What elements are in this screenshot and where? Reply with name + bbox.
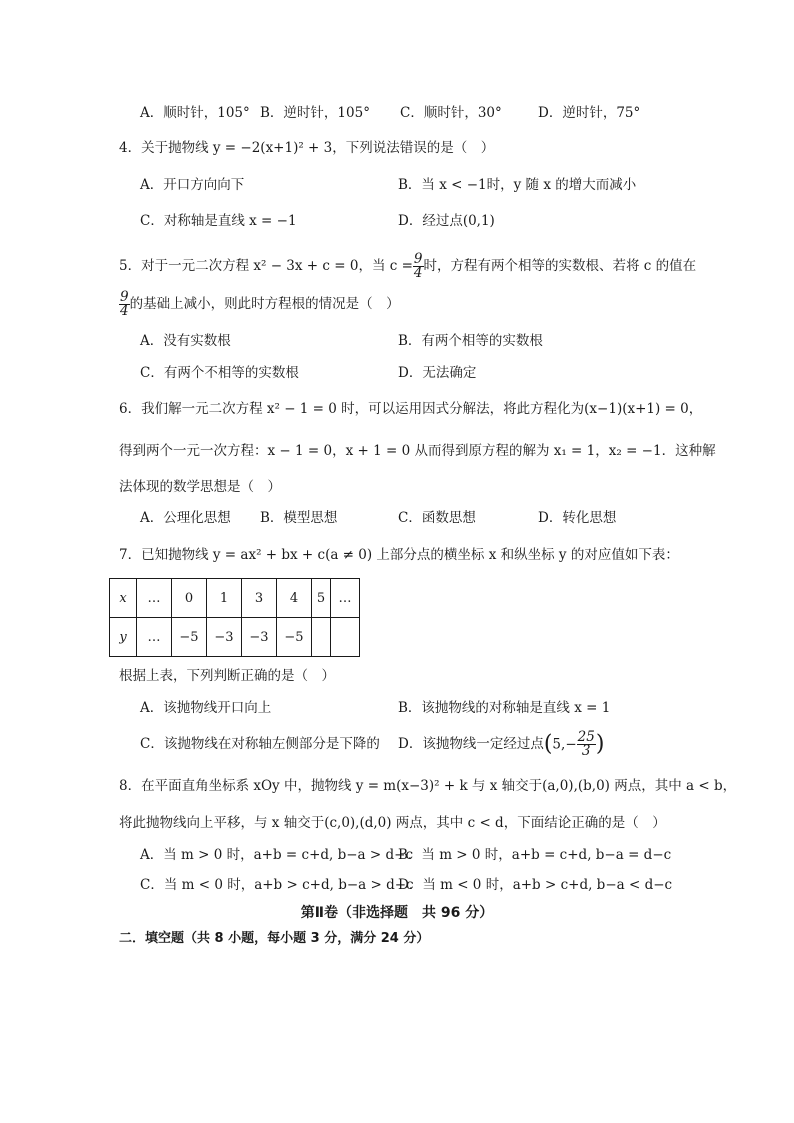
q6-option-d: D．转化思想 (538, 510, 617, 526)
q5-option-d: D．无法确定 (398, 365, 477, 381)
q7-point-fraction (577, 731, 596, 758)
paren-right: ) (595, 731, 605, 757)
q4-stem: 4．关于抛物线 y = −2(x+1)² + 3，下列说法错误的是（ ） (119, 140, 495, 156)
table-cell: −5 (277, 618, 312, 657)
table-cell: −5 (172, 618, 207, 657)
table-cell: 5 (312, 579, 331, 618)
q5-stem-part2: 时，方程有两个相等的实数根、若将 c 的值在 (423, 258, 697, 274)
q4-option-b: B．当 x < −1时，y 随 x 的增大而减小 (398, 177, 637, 193)
q5-stem-line2 (119, 291, 400, 318)
q7-point-x: 5, (552, 736, 566, 753)
q3-option-d: D．逆时针，75° (538, 105, 641, 121)
table-cell: 1 (207, 579, 242, 618)
part2-title: 第Ⅱ卷（非选择题 共 96 分） (300, 905, 494, 921)
q4-option-d: D．经过点(0,1) (398, 213, 495, 229)
paren-left: ( (543, 731, 553, 757)
q6-stem-line2: 得到两个一元一次方程：x − 1 = 0，x + 1 = 0 从而得到原方程的解为 x₁ = 1，x₂ = −1．这种解 (119, 443, 716, 459)
table-cell (331, 618, 360, 657)
q7-point-denominator: 3 (581, 743, 591, 759)
q8-option-a: A．当 m > 0 时，a+b = c+d, b−a > d−c (140, 847, 414, 863)
q7-stem: 7．已知抛物线 y = ax² + bx + c(a ≠ 0) 上部分点的横坐标 x 和纵坐标 y 的对应值如下表： (119, 547, 679, 563)
q3-option-b: B．逆时针，105° (260, 105, 370, 121)
q8-option-b: B．当 m > 0 时，a+b = c+d, b−a = d−c (398, 847, 672, 863)
q4-option-a: A．开口方向向下 (140, 177, 245, 193)
section2-title: 二．填空题（共 8 小题，每小题 3 分，满分 24 分） (119, 931, 430, 946)
q5-fraction-repeat-denominator: 4 (120, 303, 129, 319)
table-cell: 4 (277, 579, 312, 618)
q7-after-table: 根据上表，下列判断正确的是（ ） (119, 668, 335, 684)
q7-option-c: C．该抛物线在对称轴左侧部分是下降的 (140, 736, 380, 752)
table-cell: −3 (207, 618, 242, 657)
q5-fraction-denominator: 4 (413, 265, 423, 281)
q7-option-d: D．该抛物线一定经过点(5,− $\frac{25}{3}$ ) (398, 729, 605, 759)
q4-option-c: C．对称轴是直线 x = −1 (140, 213, 297, 229)
q8-option-d: D．当 m < 0 时，a+b > c+d, b−a < d−c (398, 877, 673, 893)
q7-point-numerator: 25 (577, 729, 595, 745)
q5-option-c: C．有两个不相等的实数根 (140, 365, 299, 381)
q6-option-a: A．公理化思想 (140, 510, 231, 526)
q6-option-c: C．函数思想 (398, 510, 476, 526)
q6-option-b: B．模型思想 (260, 510, 338, 526)
q7-table (109, 578, 360, 657)
q7-option-a: A．该抛物线开口向上 (140, 700, 272, 716)
table-cell: … (137, 579, 172, 618)
table-cell: 3 (242, 579, 277, 618)
q5-stem-part3: 的基础上减小，则此时方程根的情况是（ ） (129, 296, 400, 312)
q8-stem-line1: 8．在平面直角坐标系 xOy 中，抛物线 y = m(x−3)² + k 与 x 轴交于(a,0),(b,0) 两点，其中 a < b， (119, 778, 737, 794)
table-cell (312, 618, 331, 657)
table-cell: −3 (242, 618, 277, 657)
q7-option-b: B．该抛物线的对称轴是直线 x = 1 (398, 700, 611, 716)
table-cell: … (331, 579, 360, 618)
q5-fraction (413, 253, 424, 280)
q8-stem-line2: 将此抛物线向上平移，与 x 轴交于(c,0),(d,0) 两点，其中 c < d，下面结论正确的是（ ） (119, 815, 666, 831)
table-cell: 0 (172, 579, 207, 618)
q7-option-d-text: D．该抛物线一定经过点 (398, 736, 544, 752)
q8-option-c: C．当 m < 0 时，a+b > c+d, b−a > d−c (140, 877, 414, 893)
q5-stem-line1 (119, 253, 696, 280)
q5-fraction-numerator: 9 (413, 251, 423, 267)
table-cell: … (137, 618, 172, 657)
q5-option-a: A．没有实数根 (140, 333, 231, 349)
q5-stem-part1: 5．对于一元二次方程 x² − 3x + c = 0，当 c = (119, 258, 413, 274)
q6-stem-line3: 法体现的数学思想是（ ） (119, 479, 281, 495)
table-cell: y (110, 618, 137, 657)
q5-fraction-repeat (119, 291, 130, 318)
q7-table-row-y (110, 618, 360, 657)
q6-stem-line1: 6．我们解一元二次方程 x² − 1 = 0 时，可以运用因式分解法，将此方程化为(x−1)(x+1) = 0， (119, 401, 703, 417)
q7-table-row-x (110, 579, 360, 618)
q5-fraction-repeat-numerator: 9 (120, 289, 129, 305)
q3-option-c: C．顺时针，30° (400, 105, 502, 121)
table-cell: x (110, 579, 137, 618)
q5-option-b: B．有两个相等的实数根 (398, 333, 543, 349)
q3-option-a: A．顺时针，105° (140, 105, 250, 121)
